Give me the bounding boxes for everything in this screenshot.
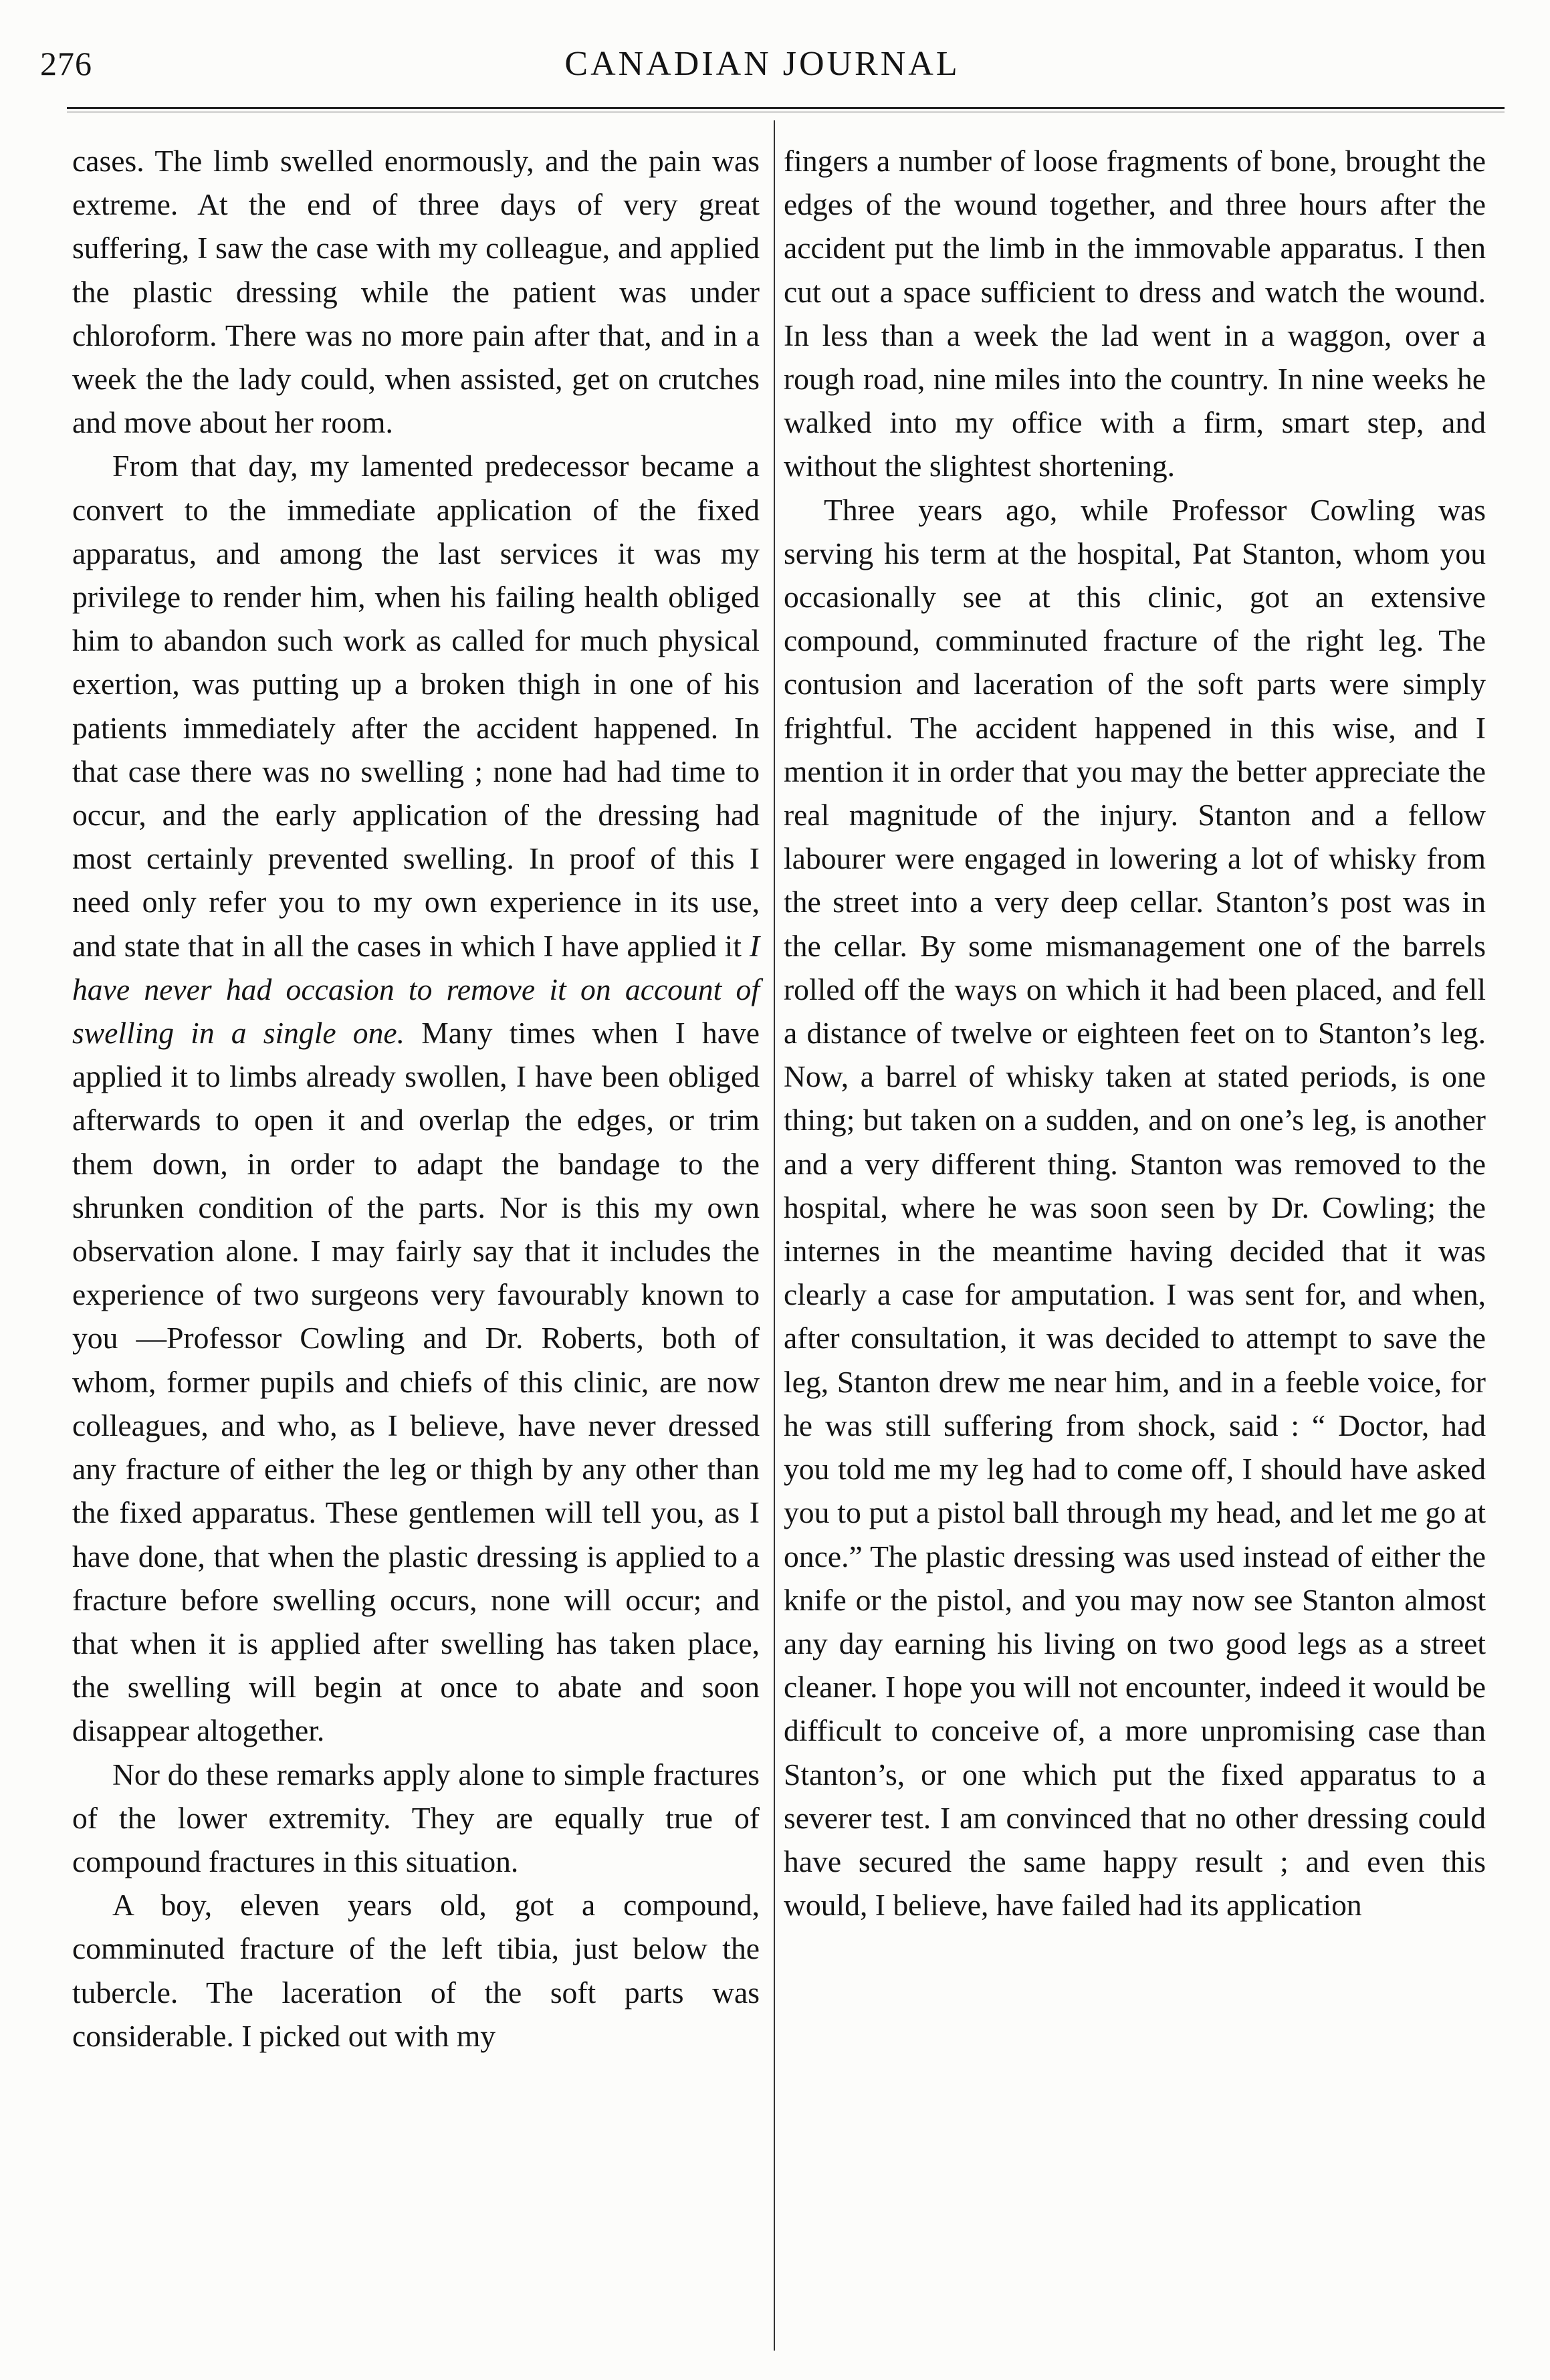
right-paragraph-2: Three years ago, while Professor Cowling was serving his term at the hospital, Pat Stanton, whom you occasionally see at this clinic, got an extensive compound, comminuted fracture of the right leg. The contusion and laceration of the soft parts were simply frightful. The accident happened in this wise, and I mention it in order that you may the better appreciate the real magnitude of the injury. Stanton and a fellow labourer were engaged in lowering a lot of whisky from the street into a very deep cellar. Stanton’s post was in the cellar. By some mismanagement one of the barrels rolled off the ways on which it had been placed, and fell a distance of twelve or eighteen feet on to Stanton’s leg. Now, a barrel of whisky taken at stated periods, is one thing; but taken on a sudden, and on one’s leg, is another and a very different thing. Stanton was removed to the hospital, where he was soon seen by Dr. Cowling; the internes in the meantime having decided that it was clearly a case for amputation. I was sent for, and when, after consultation, it was decided to attempt to save the leg, Stanton drew me near him, and in a feeble voice, for he was still suffering from shock, said : “ Doctor, had you told me my leg had to come off, I should have asked you to put a pistol ball through my head, and let me go at once.” The plastic dressing was used instead of either the knife or the pistol, and you may now see Stanton almost any day earning his living on two good legs as a street cleaner. I hope you will not encounter, indeed it would be difficult to conceive of, a more unpromising case than Stanton’s, or one which put the fixed apparatus to a severer test. I am convinced that no other dressing could have secured the same happy result ; and even this would, I believe, have failed had its application	[784, 492, 1486, 1923]
left-paragraph-2-italic: I have never had occasion to remove it on account of swelling in a single one.	[72, 928, 760, 1051]
header-rule	[67, 107, 1505, 109]
running-title: CANADIAN JOURNAL	[564, 45, 960, 83]
right-paragraph-1: fingers a number of loose fragments of bone, brought the edges of the wound together, and three hours after the accident put the limb in the immovable apparatus. I then cut out a space sufficient to dress and watch the wound. In less than a week the lad went in a waggon, over a rough road, nine miles into the country. In nine weeks he walked into my office with a firm, smart step, and without the slightest shortening.	[784, 144, 1486, 483]
left-paragraph-3: Nor do these remarks apply alone to simple fractures of the lower extremity. They are equally true of compound fractures in this situation.	[72, 1757, 760, 1878]
left-paragraph-2	[72, 444, 760, 1752]
left-paragraph-2-text-b: Many times when I have applied it to limbs already swollen, I have been obliged afterwards to open it and overlap the edges, or trim them down, in order to adapt the bandage to the shrunken condition of the parts. Nor is this my own observation alone. I may fairly say that it includes the experience of two surgeons very favourably known to you —Professor Cowling and Dr. Roberts, both of whom, former pupils and chiefs of this clinic, are now colleagues, and who, as I believe, have never dressed any fracture of either the leg or thigh by any other than the fixed apparatus. These gentlemen will tell you, as I have done, that when the plastic dressing is applied to a fracture before swelling occurs, none will occur; and that when it is applied after swelling has taken place, the swelling will begin at once to abate and soon disappear altogether.	[72, 1016, 760, 1748]
left-paragraph-1: cases. The limb swelled enormously, and the pain was extreme. At the end of three days of very great suffering, I saw the case with my colleague, and applied the plastic dressing while the patient was under chloroform. There was no more pain after that, and in a week the the lady could, when assisted, get on crutches and move about her room.	[72, 144, 760, 440]
right-column	[784, 139, 1486, 1927]
left-column	[72, 139, 760, 2058]
page-number: 276	[40, 45, 92, 82]
left-paragraph-4: A boy, eleven years old, got a compound, comminuted fracture of the left tibia, just below the tubercle. The laceration of the soft parts was considerable. I picked out with my	[72, 1888, 760, 2053]
column-divider	[774, 120, 775, 2351]
left-paragraph-2-text-a: From that day, my lamented predecessor became a convert to the immediate application of the fixed apparatus, and among the last services it was my privilege to render him, when his failing health obliged him to abandon such work as called for much physical exertion, was putting up a broken thigh in one of his patients immediately after the accident happened. In that case there was no swelling ; none had had time to occur, and the early application of the dressing had most certainly prevented swelling. In proof of this I need only refer you to my own experience in its use, and state that in all the cases in which I have applied it	[72, 449, 760, 963]
page-header	[40, 44, 1484, 91]
